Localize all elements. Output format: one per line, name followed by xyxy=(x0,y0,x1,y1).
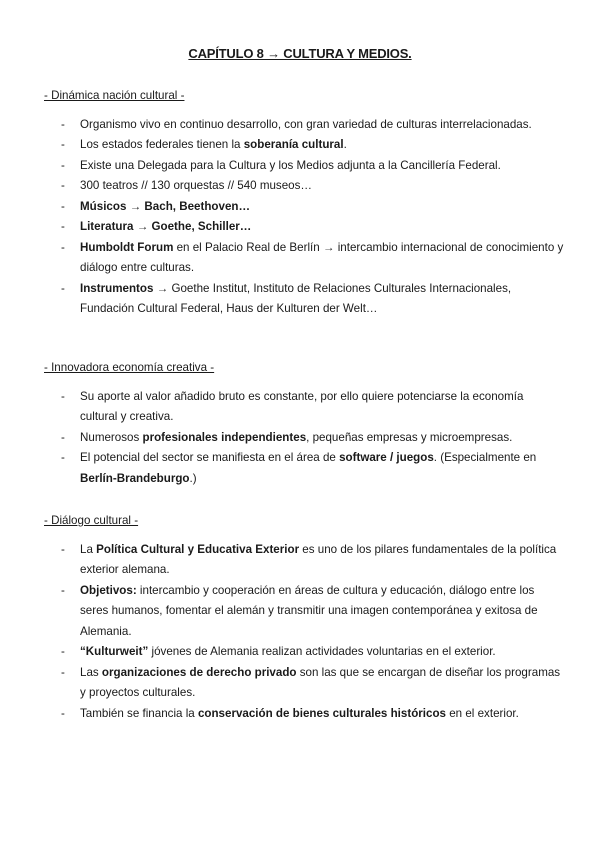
bold-text: soberanía cultural xyxy=(243,138,344,151)
text-segment: son las que se encargan de diseñar los programas y proyectos culturales. xyxy=(80,665,561,699)
text-segment: Existe una Delegada para la Cultura y los Medios adjunta a la Cancillería Federal. xyxy=(80,158,501,172)
bullet-dash: - xyxy=(61,220,65,233)
bullet-dash: - xyxy=(61,158,65,172)
text-segment: en el Palacio Real de Berlín → intercambio internacional de conocimiento y diálogo entre culturas. xyxy=(80,240,564,274)
text-segment: Su aporte al valor añadido bruto es constante, por ello quiere potenciarse la economía cultural y creativa. xyxy=(80,389,524,423)
list-item xyxy=(44,704,564,725)
text-segment: Goethe Institut, Instituto de Relaciones Culturales Internacionales, Fundación Cultural Federal, Haus der Kulturen der Welt… xyxy=(80,281,512,315)
bullet-dash: - xyxy=(61,706,65,720)
section-innovadora-economia-creativa xyxy=(44,358,564,489)
bold-text: Músicos → Bach, Beethoven… xyxy=(80,199,251,213)
list-item xyxy=(44,540,564,581)
list-item xyxy=(44,238,564,279)
bold-text: conservación de bienes culturales históricos xyxy=(197,706,447,720)
text-segment: Los estados federales tienen la xyxy=(80,138,244,151)
bold-text: Objetivos: xyxy=(80,583,137,597)
bullet-dash: - xyxy=(61,240,65,254)
section-dinamica-nacion-cultural xyxy=(44,86,564,320)
text-segment: en el exterior. xyxy=(446,706,519,720)
bold-text: Literatura → Goethe, Schiller… xyxy=(80,220,252,233)
bold-text: profesionales independientes xyxy=(142,430,307,444)
page-title: CAPÍTULO 8 → CULTURA Y MEDIOS. xyxy=(188,46,412,61)
list-item xyxy=(44,663,564,704)
text-segment: También se financia la xyxy=(80,706,198,720)
list-item xyxy=(44,135,564,156)
list-item xyxy=(44,156,564,177)
text-segment: Numerosos xyxy=(80,430,143,444)
text-segment: .) xyxy=(189,471,197,485)
text-segment: , pequeñas empresas y microempresas. xyxy=(306,430,513,444)
text-segment: . xyxy=(343,138,347,151)
list-item xyxy=(44,428,564,449)
bullet-dash: - xyxy=(61,430,65,444)
bold-text: “Kulturweit” xyxy=(80,645,149,658)
bullet-list xyxy=(44,115,564,320)
list-item xyxy=(44,176,564,197)
bullet-list xyxy=(44,540,564,725)
text-segment: es uno de los pilares fundamentales de la política exterior alemana. xyxy=(80,542,557,576)
text-segment: . (Especialmente en xyxy=(433,451,537,464)
list-item xyxy=(44,197,564,218)
text-segment: La xyxy=(80,542,97,556)
bullet-dash: - xyxy=(61,199,65,213)
bold-text: Instrumentos → xyxy=(80,281,169,295)
bullet-dash: - xyxy=(61,542,65,556)
text-segment: 300 teatros // 130 orquestas // 540 museos… xyxy=(80,179,313,192)
text-segment: Las xyxy=(80,665,102,679)
bullet-dash: - xyxy=(61,138,65,151)
list-item xyxy=(44,279,564,320)
section-heading: - Innovadora economía creativa - xyxy=(44,361,215,374)
bold-text: software / juegos xyxy=(339,451,434,464)
bullet-dash: - xyxy=(61,117,65,131)
list-item xyxy=(44,642,564,663)
list-item xyxy=(44,448,564,489)
text-segment: Organismo vivo en continuo desarrollo, con gran variedad de culturas interrelacionadas. xyxy=(80,117,532,131)
section-dialogo-cultural xyxy=(44,511,564,724)
list-item xyxy=(44,387,564,428)
section-heading: - Diálogo cultural - xyxy=(44,514,139,527)
bold-text: organizaciones de derecho privado xyxy=(101,665,297,679)
bold-text: Humboldt Forum xyxy=(80,240,174,254)
text-segment: jóvenes de Alemania realizan actividades voluntarias en el exterior. xyxy=(148,645,496,658)
bold-text: Berlín-Brandeburgo xyxy=(80,471,190,485)
section-heading: - Dinámica nación cultural - xyxy=(44,89,185,102)
bullet-dash: - xyxy=(61,281,65,295)
text-segment: intercambio y cooperación en áreas de cultura y educación, diálogo entre los seres humanos, fomentar el alemán y transmitir una imagen contemporánea y exitosa de Alemania. xyxy=(80,583,538,638)
bullet-dash: - xyxy=(61,645,65,658)
text-segment: El potencial del sector se manifiesta en el área de xyxy=(80,451,340,464)
list-item xyxy=(44,115,564,136)
bullet-dash: - xyxy=(61,389,65,403)
bullet-list xyxy=(44,387,564,490)
bullet-dash: - xyxy=(61,179,65,192)
bullet-dash: - xyxy=(61,665,65,679)
bullet-dash: - xyxy=(61,451,65,464)
bold-text: Política Cultural y Educativa Exterior xyxy=(96,542,300,556)
bullet-dash: - xyxy=(61,583,65,597)
list-item xyxy=(44,217,564,238)
list-item xyxy=(44,581,564,643)
